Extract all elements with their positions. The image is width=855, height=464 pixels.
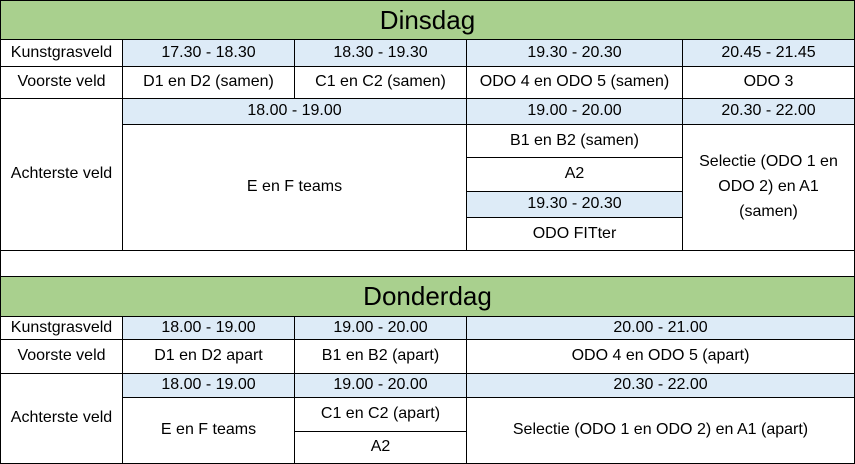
team-cell: Selectie (ODO 1 en ODO 2) en A1 (samen) — [682, 124, 855, 251]
spacer-row — [0, 250, 855, 277]
day-header-donderdag — [0, 276, 855, 317]
team-cell: ODO 4 en ODO 5 (samen) — [466, 66, 683, 99]
time-slot: 18.00 - 19.00 — [122, 316, 295, 340]
row-label-voorste-veld: Voorste veld — [0, 66, 123, 99]
time-slot: 18.00 - 19.00 — [122, 373, 295, 398]
team-cell: ODO FITter — [466, 217, 683, 251]
team-cell: D1 en D2 (samen) — [122, 66, 295, 99]
team-cell: Selectie (ODO 1 en ODO 2) en A1 (apart) — [466, 397, 855, 464]
team-cell: D1 en D2 apart — [122, 339, 295, 374]
time-slot: 19.00 - 20.00 — [294, 316, 467, 340]
row-label-voorste-veld: Voorste veld — [0, 339, 123, 374]
row-label-achterste-veld: Achterste veld — [0, 98, 123, 251]
day-header-dinsdag — [0, 0, 855, 40]
team-cell: ODO 4 en ODO 5 (apart) — [466, 339, 855, 374]
day-title: Dinsdag — [379, 4, 476, 35]
team-cell: B1 en B2 (samen) — [466, 124, 683, 158]
team-cell: B1 en B2 (apart) — [294, 339, 467, 374]
row-label-achterste-veld: Achterste veld — [0, 373, 123, 464]
row-label-kunstgrasveld: Kunstgrasveld — [0, 39, 123, 67]
time-slot: 18.30 - 19.30 — [294, 39, 467, 67]
team-cell: E en F teams — [122, 397, 295, 464]
time-slot: 19.00 - 20.00 — [466, 98, 683, 125]
team-cell: E en F teams — [122, 124, 467, 251]
team-cell: C1 en C2 (samen) — [294, 66, 467, 99]
team-cell: A2 — [294, 431, 467, 464]
time-slot: 19.30 - 20.30 — [466, 191, 683, 218]
time-slot: 19.00 - 20.00 — [294, 373, 467, 398]
time-slot: 20.30 - 22.00 — [466, 373, 855, 398]
time-slot: 18.00 - 19.00 — [122, 98, 467, 125]
row-label-kunstgrasveld: Kunstgrasveld — [0, 316, 123, 340]
time-slot: 19.30 - 20.30 — [466, 39, 683, 67]
time-slot: 20.45 - 21.45 — [682, 39, 855, 67]
time-slot: 17.30 - 18.30 — [122, 39, 295, 67]
team-cell: C1 en C2 (apart) — [294, 397, 467, 432]
day-title: Donderdag — [363, 281, 492, 312]
team-cell: A2 — [466, 157, 683, 192]
time-slot: 20.00 - 21.00 — [466, 316, 855, 340]
team-cell: ODO 3 — [682, 66, 855, 99]
time-slot: 20.30 - 22.00 — [682, 98, 855, 125]
